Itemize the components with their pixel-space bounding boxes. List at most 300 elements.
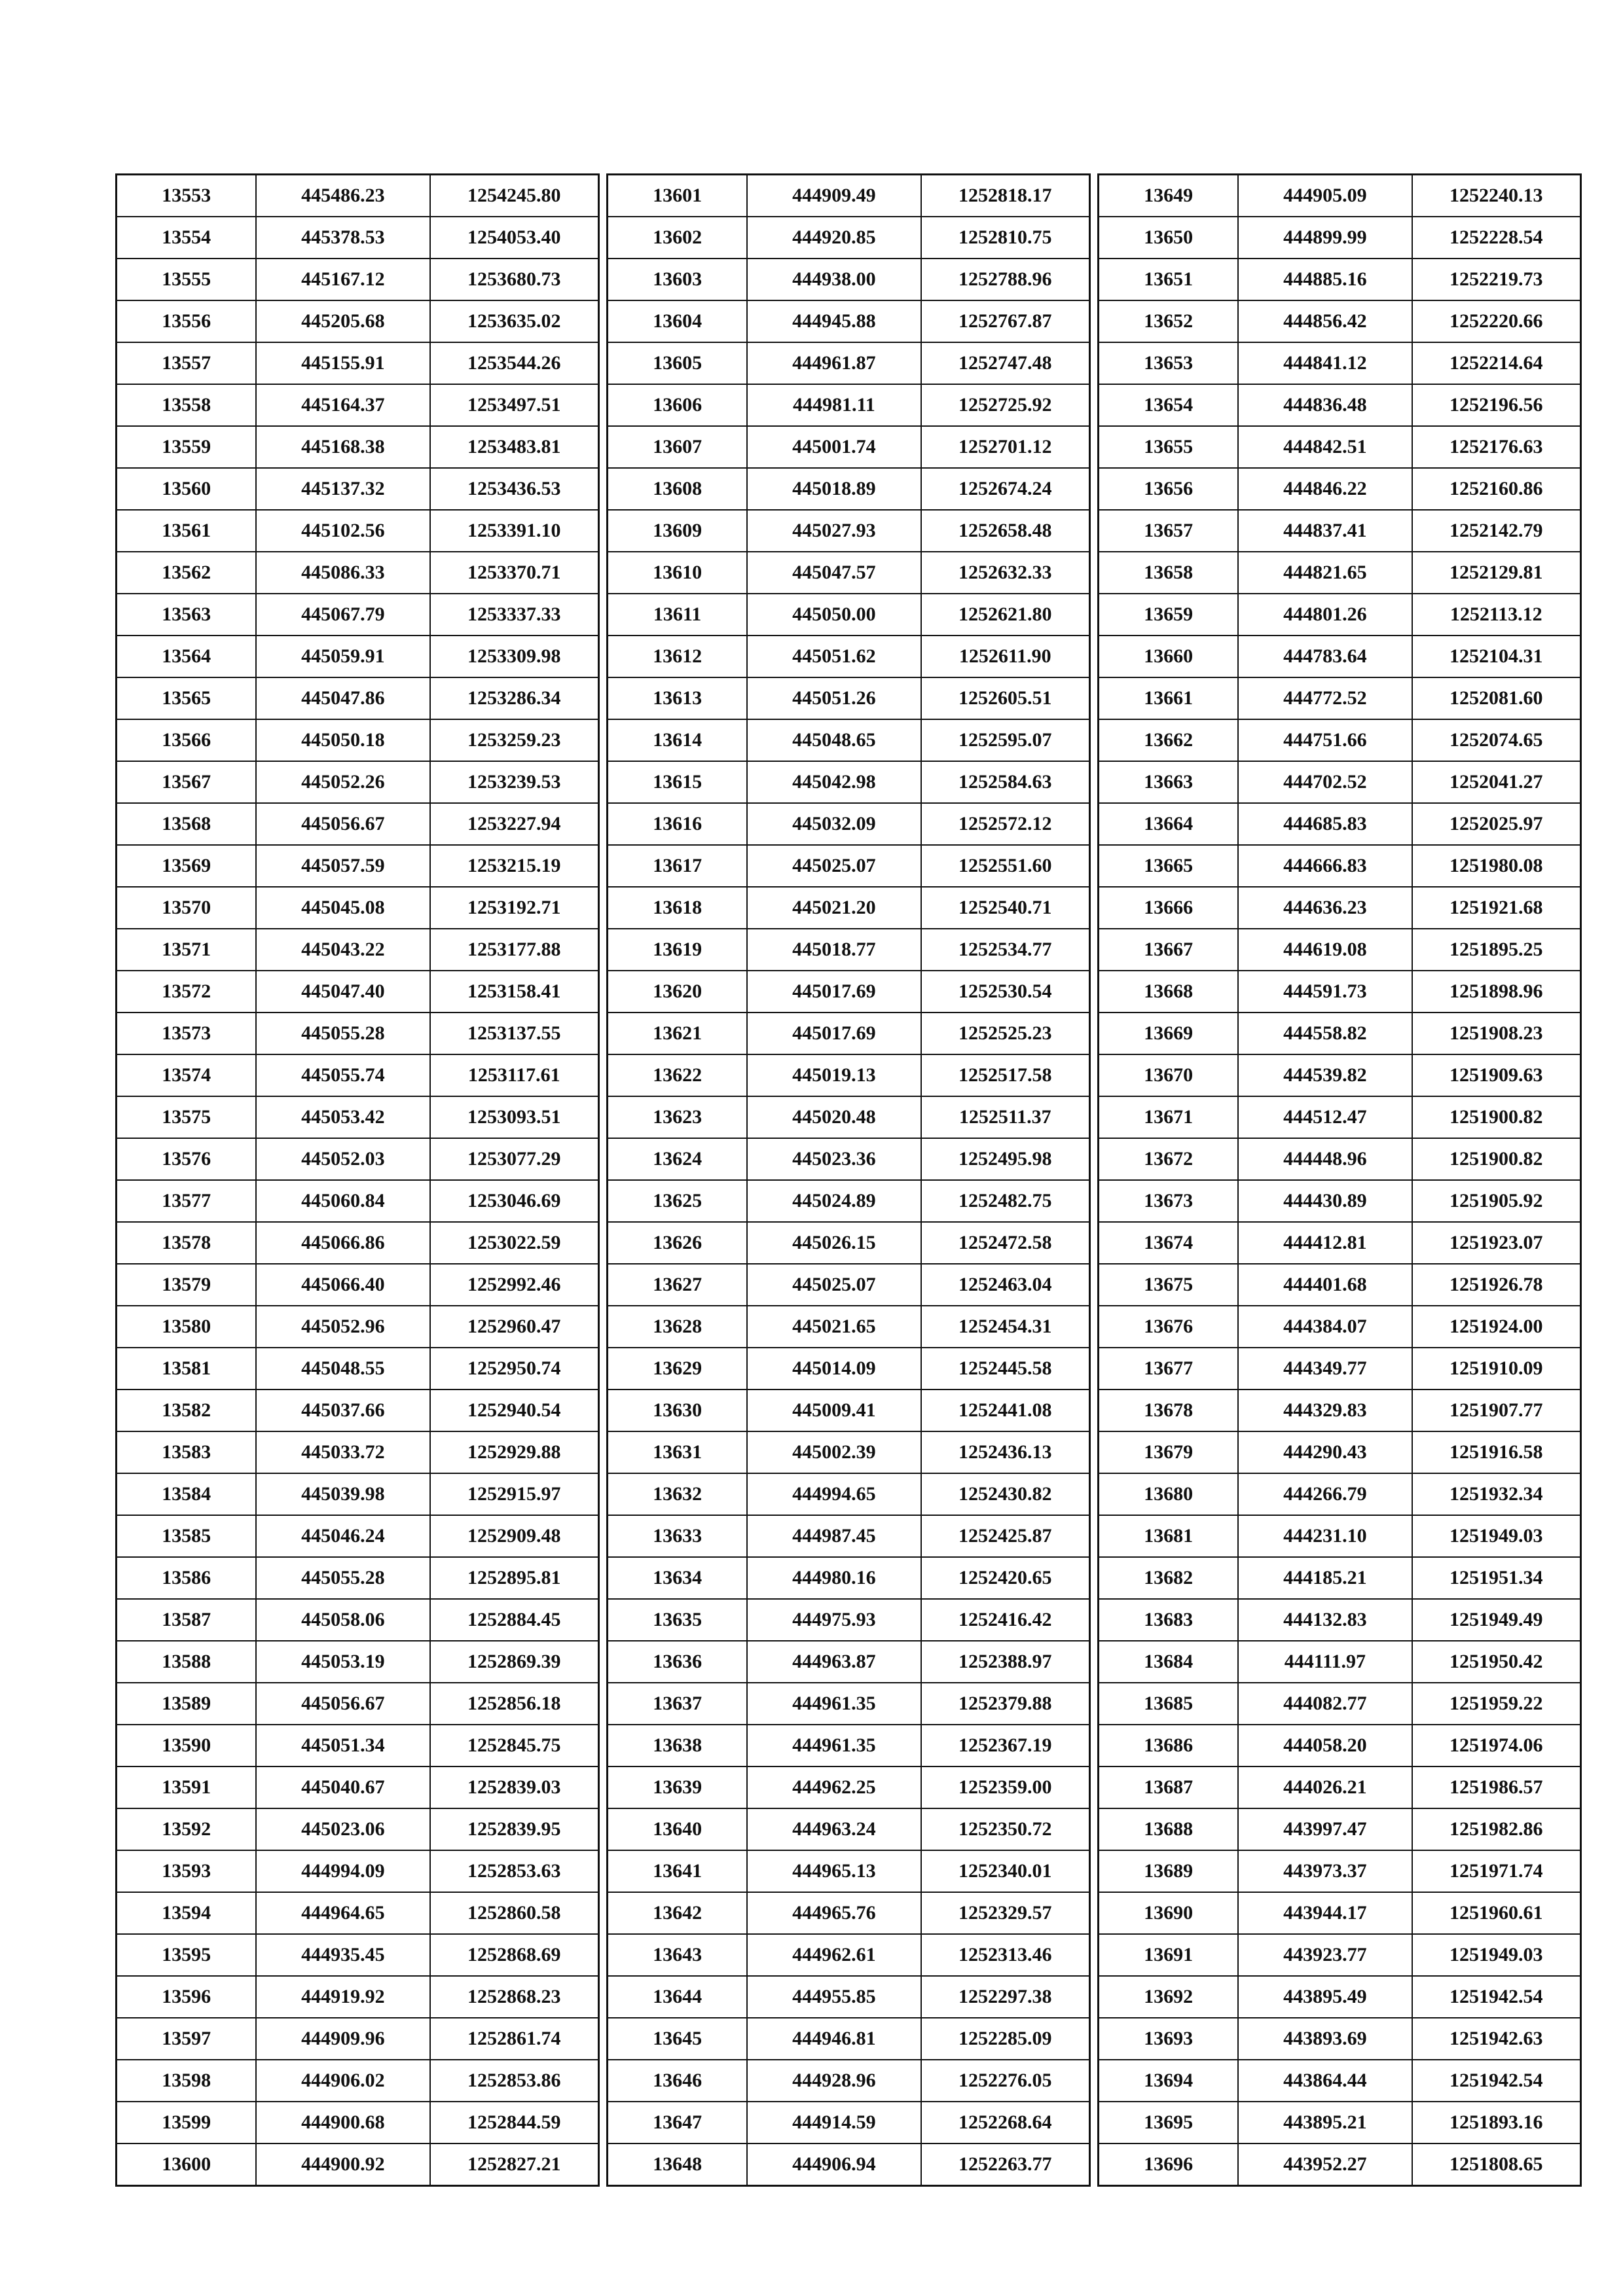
point-id-cell: 13629 — [608, 1348, 748, 1390]
table-row — [117, 803, 599, 845]
x-coordinate-cell: 444430.89 — [1238, 1180, 1412, 1222]
y-coordinate-cell: 1253259.23 — [430, 719, 599, 761]
table-row — [608, 1096, 1090, 1138]
y-coordinate-cell: 1252845.75 — [430, 1725, 599, 1767]
point-id-cell: 13581 — [117, 1348, 257, 1390]
point-id-cell: 13625 — [608, 1180, 748, 1222]
x-coordinate-cell: 444885.16 — [1238, 259, 1412, 300]
point-id-cell: 13639 — [608, 1767, 748, 1808]
x-coordinate-cell: 445014.09 — [747, 1348, 921, 1390]
table-row — [1099, 510, 1581, 552]
x-coordinate-cell: 444591.73 — [1238, 971, 1412, 1013]
y-coordinate-cell: 1252868.23 — [430, 1976, 599, 2018]
y-coordinate-cell: 1252359.00 — [921, 1767, 1090, 1808]
table-row — [1099, 1138, 1581, 1180]
x-coordinate-cell: 444837.41 — [1238, 510, 1412, 552]
point-id-cell: 13555 — [117, 259, 257, 300]
point-id-cell: 13666 — [1099, 887, 1239, 929]
point-id-cell: 13633 — [608, 1515, 748, 1557]
point-id-cell: 13628 — [608, 1306, 748, 1348]
point-id-cell: 13563 — [117, 594, 257, 636]
y-coordinate-cell: 1251808.65 — [1412, 2144, 1581, 2186]
y-coordinate-cell: 1252482.75 — [921, 1180, 1090, 1222]
point-id-cell: 13662 — [1099, 719, 1239, 761]
x-coordinate-cell: 445019.13 — [747, 1054, 921, 1096]
x-coordinate-cell: 445045.08 — [256, 887, 429, 929]
point-id-cell: 13635 — [608, 1599, 748, 1641]
table-row — [608, 2144, 1090, 2186]
table-row — [608, 342, 1090, 384]
x-coordinate-cell: 444899.99 — [1238, 217, 1412, 259]
x-coordinate-cell: 445052.96 — [256, 1306, 429, 1348]
table-row — [1099, 259, 1581, 300]
y-coordinate-cell: 1252540.71 — [921, 887, 1090, 929]
x-coordinate-cell: 445053.19 — [256, 1641, 429, 1683]
table-row — [1099, 1264, 1581, 1306]
y-coordinate-cell: 1252041.27 — [1412, 761, 1581, 803]
table-row — [608, 719, 1090, 761]
point-id-cell: 13577 — [117, 1180, 257, 1222]
point-id-cell: 13641 — [608, 1850, 748, 1892]
point-id-cell: 13658 — [1099, 552, 1239, 594]
point-id-cell: 13651 — [1099, 259, 1239, 300]
point-id-cell: 13672 — [1099, 1138, 1239, 1180]
table-row — [1099, 803, 1581, 845]
point-id-cell: 13682 — [1099, 1557, 1239, 1599]
x-coordinate-cell: 444919.92 — [256, 1976, 429, 2018]
y-coordinate-cell: 1252856.18 — [430, 1683, 599, 1725]
y-coordinate-cell: 1252747.48 — [921, 342, 1090, 384]
x-coordinate-cell: 444965.76 — [747, 1892, 921, 1934]
x-coordinate-cell: 444994.65 — [747, 1473, 921, 1515]
table-row — [608, 1850, 1090, 1892]
table-row — [608, 636, 1090, 677]
y-coordinate-cell: 1253309.98 — [430, 636, 599, 677]
table-row — [608, 384, 1090, 426]
y-coordinate-cell: 1253436.53 — [430, 468, 599, 510]
table-row — [117, 259, 599, 300]
point-id-cell: 13684 — [1099, 1641, 1239, 1683]
point-id-cell: 13617 — [608, 845, 748, 887]
point-id-cell: 13589 — [117, 1683, 257, 1725]
y-coordinate-cell: 1251971.74 — [1412, 1850, 1581, 1892]
point-id-cell: 13674 — [1099, 1222, 1239, 1264]
x-coordinate-cell: 444026.21 — [1238, 1767, 1412, 1808]
point-id-cell: 13602 — [608, 217, 748, 259]
table-row — [1099, 845, 1581, 887]
point-id-cell: 13566 — [117, 719, 257, 761]
table-row — [1099, 2018, 1581, 2060]
table-row — [1099, 1683, 1581, 1725]
x-coordinate-cell: 445042.98 — [747, 761, 921, 803]
point-id-cell: 13607 — [608, 426, 748, 468]
table-block-2 — [606, 173, 1091, 2187]
y-coordinate-cell: 1251942.63 — [1412, 2018, 1581, 2060]
point-id-cell: 13614 — [608, 719, 748, 761]
point-id-cell: 13645 — [608, 2018, 748, 2060]
table-row — [1099, 1808, 1581, 1850]
point-id-cell: 13610 — [608, 552, 748, 594]
point-id-cell: 13597 — [117, 2018, 257, 2060]
table-row — [608, 468, 1090, 510]
point-id-cell: 13640 — [608, 1808, 748, 1850]
y-coordinate-cell: 1252839.03 — [430, 1767, 599, 1808]
table-row — [608, 887, 1090, 929]
table-row — [1099, 1096, 1581, 1138]
x-coordinate-cell: 445017.69 — [747, 971, 921, 1013]
table-row — [117, 1515, 599, 1557]
point-id-cell: 13576 — [117, 1138, 257, 1180]
x-coordinate-cell: 445043.22 — [256, 929, 429, 971]
x-coordinate-cell: 445024.89 — [747, 1180, 921, 1222]
x-coordinate-cell: 444994.09 — [256, 1850, 429, 1892]
x-coordinate-cell: 444290.43 — [1238, 1431, 1412, 1473]
point-id-cell: 13665 — [1099, 845, 1239, 887]
x-coordinate-cell: 445021.65 — [747, 1306, 921, 1348]
point-id-cell: 13653 — [1099, 342, 1239, 384]
y-coordinate-cell: 1252420.65 — [921, 1557, 1090, 1599]
table-row — [117, 217, 599, 259]
x-coordinate-cell: 445048.55 — [256, 1348, 429, 1390]
point-id-cell: 13624 — [608, 1138, 748, 1180]
point-id-cell: 13604 — [608, 300, 748, 342]
x-coordinate-cell: 445009.41 — [747, 1390, 921, 1431]
point-id-cell: 13601 — [608, 175, 748, 217]
x-coordinate-cell: 445086.33 — [256, 552, 429, 594]
y-coordinate-cell: 1252081.60 — [1412, 677, 1581, 719]
y-coordinate-cell: 1252621.80 — [921, 594, 1090, 636]
point-id-cell: 13590 — [117, 1725, 257, 1767]
y-coordinate-cell: 1254245.80 — [430, 175, 599, 217]
y-coordinate-cell: 1251910.09 — [1412, 1348, 1581, 1390]
table-row — [117, 1348, 599, 1390]
x-coordinate-cell: 445055.28 — [256, 1013, 429, 1054]
point-id-cell: 13554 — [117, 217, 257, 259]
y-coordinate-cell: 1253227.94 — [430, 803, 599, 845]
table-row — [117, 2144, 599, 2186]
point-id-cell: 13652 — [1099, 300, 1239, 342]
x-coordinate-cell: 443893.69 — [1238, 2018, 1412, 2060]
y-coordinate-cell: 1252525.23 — [921, 1013, 1090, 1054]
y-coordinate-cell: 1252929.88 — [430, 1431, 599, 1473]
x-coordinate-cell: 444558.82 — [1238, 1013, 1412, 1054]
y-coordinate-cell: 1252950.74 — [430, 1348, 599, 1390]
coordinate-table — [115, 173, 1582, 2175]
x-coordinate-cell: 445102.56 — [256, 510, 429, 552]
y-coordinate-cell: 1252915.97 — [430, 1473, 599, 1515]
x-coordinate-cell: 445058.06 — [256, 1599, 429, 1641]
y-coordinate-cell: 1252701.12 — [921, 426, 1090, 468]
table-row — [608, 761, 1090, 803]
table-row — [117, 1892, 599, 1934]
x-coordinate-cell: 445137.32 — [256, 468, 429, 510]
x-coordinate-cell: 445168.38 — [256, 426, 429, 468]
table-row — [1099, 594, 1581, 636]
y-coordinate-cell: 1251942.54 — [1412, 1976, 1581, 2018]
table-row — [117, 2018, 599, 2060]
x-coordinate-cell: 445060.84 — [256, 1180, 429, 1222]
point-id-cell: 13618 — [608, 887, 748, 929]
x-coordinate-cell: 444401.68 — [1238, 1264, 1412, 1306]
x-coordinate-cell: 444920.85 — [747, 217, 921, 259]
point-id-cell: 13655 — [1099, 426, 1239, 468]
y-coordinate-cell: 1253370.71 — [430, 552, 599, 594]
table-row — [117, 1138, 599, 1180]
table-row — [117, 342, 599, 384]
table-row — [117, 1013, 599, 1054]
y-coordinate-cell: 1252868.69 — [430, 1934, 599, 1976]
point-id-cell: 13592 — [117, 1808, 257, 1850]
point-id-cell: 13570 — [117, 887, 257, 929]
table-row — [608, 1808, 1090, 1850]
y-coordinate-cell: 1251959.22 — [1412, 1683, 1581, 1725]
table-row — [608, 1264, 1090, 1306]
x-coordinate-cell: 445025.07 — [747, 1264, 921, 1306]
point-id-cell: 13561 — [117, 510, 257, 552]
table-row — [1099, 677, 1581, 719]
table-row — [608, 1348, 1090, 1390]
y-coordinate-cell: 1252595.07 — [921, 719, 1090, 761]
point-id-cell: 13675 — [1099, 1264, 1239, 1306]
table-row — [117, 1808, 599, 1850]
table-row — [1099, 719, 1581, 761]
point-id-cell: 13567 — [117, 761, 257, 803]
x-coordinate-cell: 445051.62 — [747, 636, 921, 677]
x-coordinate-cell: 445486.23 — [256, 175, 429, 217]
y-coordinate-cell: 1253192.71 — [430, 887, 599, 929]
y-coordinate-cell: 1252530.54 — [921, 971, 1090, 1013]
y-coordinate-cell: 1252572.12 — [921, 803, 1090, 845]
table-row — [117, 719, 599, 761]
y-coordinate-cell: 1252495.98 — [921, 1138, 1090, 1180]
y-coordinate-cell: 1252313.46 — [921, 1934, 1090, 1976]
x-coordinate-cell: 444751.66 — [1238, 719, 1412, 761]
table-row — [1099, 1850, 1581, 1892]
x-coordinate-cell: 444914.59 — [747, 2102, 921, 2144]
point-id-cell: 13679 — [1099, 1431, 1239, 1473]
x-coordinate-cell: 443923.77 — [1238, 1934, 1412, 1976]
table-row — [608, 259, 1090, 300]
y-coordinate-cell: 1252113.12 — [1412, 594, 1581, 636]
table-row — [117, 552, 599, 594]
point-id-cell: 13559 — [117, 426, 257, 468]
table-row — [608, 845, 1090, 887]
y-coordinate-cell: 1252285.09 — [921, 2018, 1090, 2060]
point-id-cell: 13583 — [117, 1431, 257, 1473]
table-row — [1099, 1515, 1581, 1557]
point-id-cell: 13649 — [1099, 175, 1239, 217]
table-row — [117, 426, 599, 468]
point-id-cell: 13616 — [608, 803, 748, 845]
y-coordinate-cell: 1252350.72 — [921, 1808, 1090, 1850]
y-coordinate-cell: 1252025.97 — [1412, 803, 1581, 845]
x-coordinate-cell: 445047.40 — [256, 971, 429, 1013]
table-row — [117, 1683, 599, 1725]
y-coordinate-cell: 1252219.73 — [1412, 259, 1581, 300]
point-id-cell: 13553 — [117, 175, 257, 217]
table-row — [117, 1054, 599, 1096]
x-coordinate-cell: 444928.96 — [747, 2060, 921, 2102]
x-coordinate-cell: 445027.93 — [747, 510, 921, 552]
table-row — [1099, 300, 1581, 342]
y-coordinate-cell: 1253215.19 — [430, 845, 599, 887]
point-id-cell: 13692 — [1099, 1976, 1239, 2018]
y-coordinate-cell: 1252196.56 — [1412, 384, 1581, 426]
point-id-cell: 13584 — [117, 1473, 257, 1515]
point-id-cell: 13671 — [1099, 1096, 1239, 1138]
point-id-cell: 13686 — [1099, 1725, 1239, 1767]
y-coordinate-cell: 1253391.10 — [430, 510, 599, 552]
table-row — [608, 426, 1090, 468]
x-coordinate-cell: 444906.94 — [747, 2144, 921, 2186]
table-row — [1099, 342, 1581, 384]
x-coordinate-cell: 444821.65 — [1238, 552, 1412, 594]
table-row — [1099, 1641, 1581, 1683]
point-id-cell: 13587 — [117, 1599, 257, 1641]
y-coordinate-cell: 1253117.61 — [430, 1054, 599, 1096]
point-id-cell: 13613 — [608, 677, 748, 719]
x-coordinate-cell: 445002.39 — [747, 1431, 921, 1473]
point-id-cell: 13661 — [1099, 677, 1239, 719]
x-coordinate-cell: 445051.34 — [256, 1725, 429, 1767]
x-coordinate-cell: 444961.35 — [747, 1725, 921, 1767]
x-coordinate-cell: 445155.91 — [256, 342, 429, 384]
table-row — [1099, 426, 1581, 468]
y-coordinate-cell: 1252214.64 — [1412, 342, 1581, 384]
y-coordinate-cell: 1251924.00 — [1412, 1306, 1581, 1348]
x-coordinate-cell: 444856.42 — [1238, 300, 1412, 342]
table-row — [608, 1138, 1090, 1180]
x-coordinate-cell: 445056.67 — [256, 803, 429, 845]
point-id-cell: 13663 — [1099, 761, 1239, 803]
y-coordinate-cell: 1252441.08 — [921, 1390, 1090, 1431]
y-coordinate-cell: 1252551.60 — [921, 845, 1090, 887]
y-coordinate-cell: 1252160.86 — [1412, 468, 1581, 510]
point-id-cell: 13656 — [1099, 468, 1239, 510]
y-coordinate-cell: 1252472.58 — [921, 1222, 1090, 1264]
x-coordinate-cell: 445053.42 — [256, 1096, 429, 1138]
table-row — [1099, 2144, 1581, 2186]
point-id-cell: 13632 — [608, 1473, 748, 1515]
table-row — [117, 175, 599, 217]
x-coordinate-cell: 444945.88 — [747, 300, 921, 342]
point-id-cell: 13562 — [117, 552, 257, 594]
x-coordinate-cell: 444082.77 — [1238, 1683, 1412, 1725]
x-coordinate-cell: 445050.00 — [747, 594, 921, 636]
point-id-cell: 13609 — [608, 510, 748, 552]
x-coordinate-cell: 445001.74 — [747, 426, 921, 468]
x-coordinate-cell: 444539.82 — [1238, 1054, 1412, 1096]
x-coordinate-cell: 444965.13 — [747, 1850, 921, 1892]
x-coordinate-cell: 445055.74 — [256, 1054, 429, 1096]
y-coordinate-cell: 1253337.33 — [430, 594, 599, 636]
y-coordinate-cell: 1251960.61 — [1412, 1892, 1581, 1934]
point-id-cell: 13575 — [117, 1096, 257, 1138]
table-row — [608, 1767, 1090, 1808]
x-coordinate-cell: 444836.48 — [1238, 384, 1412, 426]
table-row — [1099, 468, 1581, 510]
y-coordinate-cell: 1253137.55 — [430, 1013, 599, 1054]
point-id-cell: 13571 — [117, 929, 257, 971]
x-coordinate-cell: 444938.00 — [747, 259, 921, 300]
x-coordinate-cell: 444963.24 — [747, 1808, 921, 1850]
table-row — [608, 300, 1090, 342]
y-coordinate-cell: 1251923.07 — [1412, 1222, 1581, 1264]
y-coordinate-cell: 1252104.31 — [1412, 636, 1581, 677]
table-row — [1099, 1348, 1581, 1390]
table-row — [1099, 217, 1581, 259]
y-coordinate-cell: 1252788.96 — [921, 259, 1090, 300]
y-coordinate-cell: 1253022.59 — [430, 1222, 599, 1264]
y-coordinate-cell: 1252379.88 — [921, 1683, 1090, 1725]
x-coordinate-cell: 445046.24 — [256, 1515, 429, 1557]
table-row — [1099, 1054, 1581, 1096]
x-coordinate-cell: 444783.64 — [1238, 636, 1412, 677]
y-coordinate-cell: 1253158.41 — [430, 971, 599, 1013]
table-row — [608, 1431, 1090, 1473]
y-coordinate-cell: 1252511.37 — [921, 1096, 1090, 1138]
table-row — [608, 677, 1090, 719]
point-id-cell: 13564 — [117, 636, 257, 677]
point-id-cell: 13647 — [608, 2102, 748, 2144]
y-coordinate-cell: 1251893.16 — [1412, 2102, 1581, 2144]
point-id-cell: 13691 — [1099, 1934, 1239, 1976]
y-coordinate-cell: 1252416.42 — [921, 1599, 1090, 1641]
y-coordinate-cell: 1253239.53 — [430, 761, 599, 803]
table-row — [117, 1264, 599, 1306]
x-coordinate-cell: 444619.08 — [1238, 929, 1412, 971]
table-row — [608, 510, 1090, 552]
table-row — [1099, 1180, 1581, 1222]
x-coordinate-cell: 444231.10 — [1238, 1515, 1412, 1557]
x-coordinate-cell: 444842.51 — [1238, 426, 1412, 468]
table-row — [608, 1306, 1090, 1348]
x-coordinate-cell: 444058.20 — [1238, 1725, 1412, 1767]
y-coordinate-cell: 1251926.78 — [1412, 1264, 1581, 1306]
x-coordinate-cell: 444962.25 — [747, 1767, 921, 1808]
x-coordinate-cell: 445025.07 — [747, 845, 921, 887]
y-coordinate-cell: 1251898.96 — [1412, 971, 1581, 1013]
table-row — [1099, 929, 1581, 971]
point-id-cell: 13593 — [117, 1850, 257, 1892]
point-id-cell: 13588 — [117, 1641, 257, 1683]
table-row — [117, 2102, 599, 2144]
y-coordinate-cell: 1251916.58 — [1412, 1431, 1581, 1473]
x-coordinate-cell: 445040.67 — [256, 1767, 429, 1808]
y-coordinate-cell: 1252853.63 — [430, 1850, 599, 1892]
y-coordinate-cell: 1251900.82 — [1412, 1138, 1581, 1180]
y-coordinate-cell: 1251907.77 — [1412, 1390, 1581, 1431]
x-coordinate-cell: 444962.61 — [747, 1934, 921, 1976]
point-id-cell: 13569 — [117, 845, 257, 887]
x-coordinate-cell: 445021.20 — [747, 887, 921, 929]
point-id-cell: 13677 — [1099, 1348, 1239, 1390]
table-row — [608, 1683, 1090, 1725]
table-row — [117, 1180, 599, 1222]
table-row — [608, 1725, 1090, 1767]
table-row — [608, 1013, 1090, 1054]
point-id-cell: 13572 — [117, 971, 257, 1013]
table-row — [1099, 1306, 1581, 1348]
y-coordinate-cell: 1252884.45 — [430, 1599, 599, 1641]
y-coordinate-cell: 1252276.05 — [921, 2060, 1090, 2102]
table-row — [608, 1934, 1090, 1976]
table-row — [117, 677, 599, 719]
point-id-cell: 13594 — [117, 1892, 257, 1934]
table-row — [1099, 1934, 1581, 1976]
y-coordinate-cell: 1252895.81 — [430, 1557, 599, 1599]
table-row — [608, 1473, 1090, 1515]
